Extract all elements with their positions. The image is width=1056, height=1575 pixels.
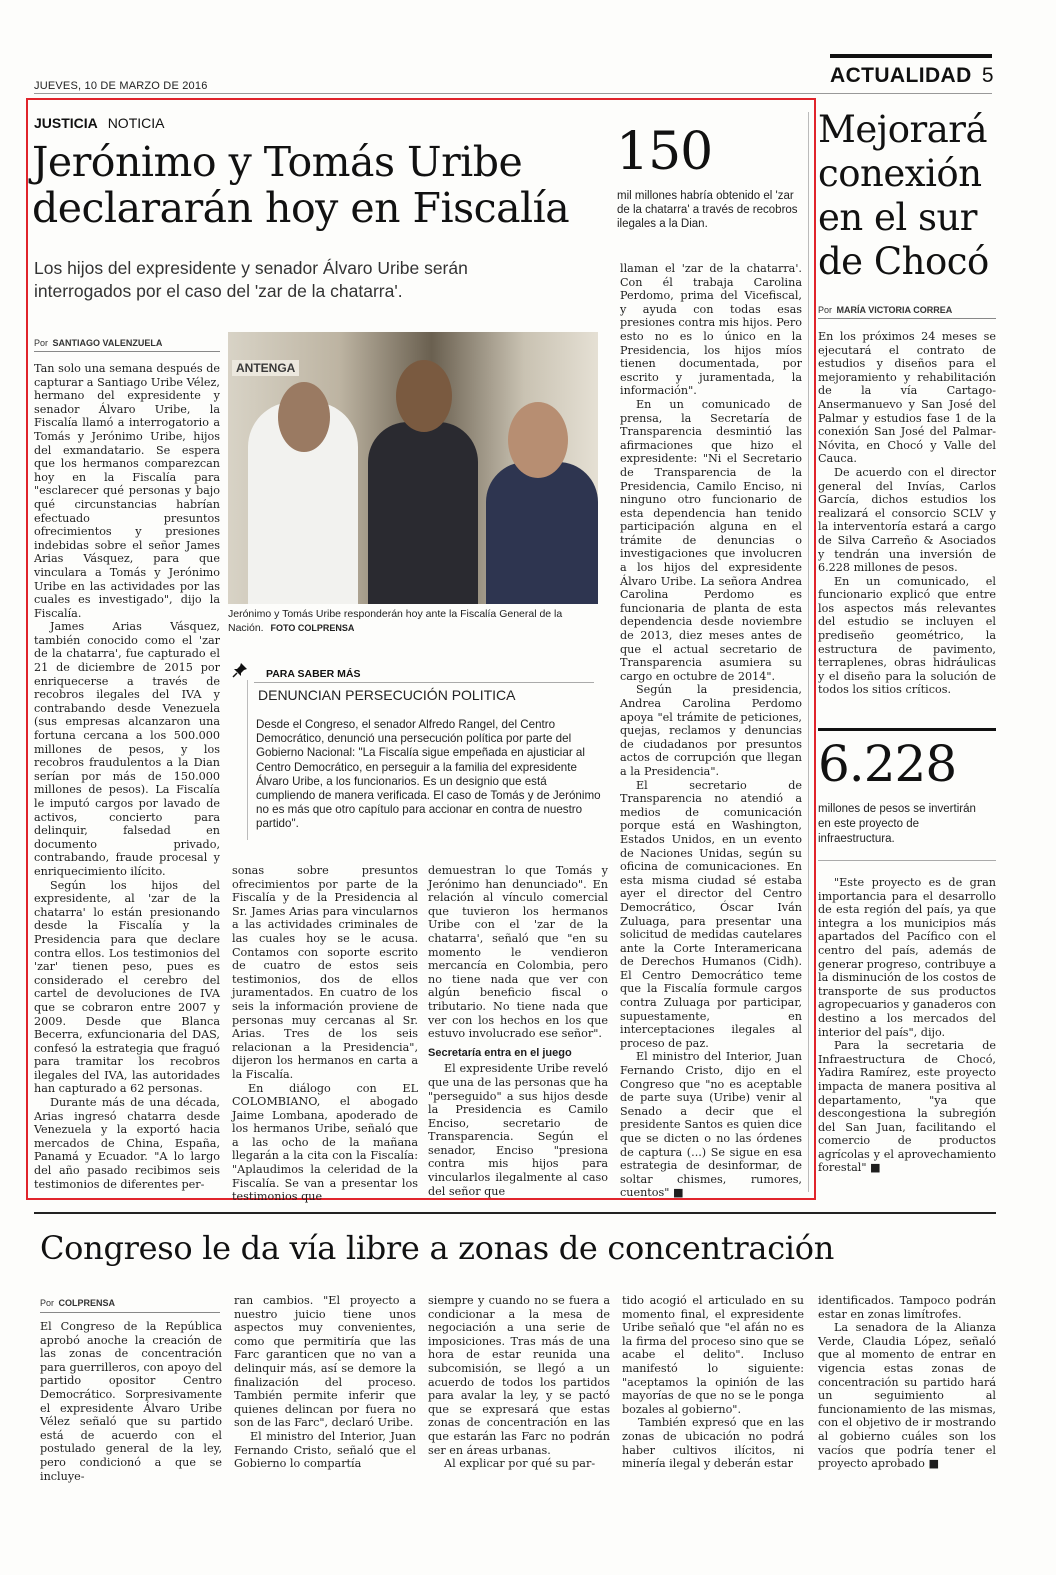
article-byline: [34, 338, 162, 348]
right-headline-line-4: de Chocó: [818, 240, 989, 283]
bottom-col-5: [818, 1294, 996, 1471]
page-date: JUEVES, 10 DE MARZO DE 2016: [34, 80, 208, 92]
bottom-col5-para: identificados. Tampoco podrán estar en zonas limítrofes.: [818, 1294, 996, 1321]
kicker-section: JUSTICIA: [34, 115, 98, 131]
article-photo: [228, 332, 598, 604]
col4-para-2: En un comunicado de prensa, la Secretaría de Transparencia desmintió las afirmaciones que hizo el expresidente: "Ni el Secretario de Transparencia de la Presidencia, Camilo Enciso, ni ninguno otro funcionario de esta dependencia han tenido participación alguna en el trámite de denuncias o investigaciones que involucren a los hijos del expresidente Álvaro Uribe. La señora Andrea Carolina Perdomo es funcionaria de planta de esta dependencia desde noviembre de 2013, diez meses antes de que el actual secretario de Transparencia asumiera su cargo en octubre de 2014".: [620, 397, 802, 683]
bottom-col1-para: El Congreso de la República aprobó anoche la creación de las zonas de concentración para guerrilleros, con apoyo del partido opositor Centro Democrático. Sorpresivamente el expresidente Álvaro Uribe Vélez señaló que su partido está de acuerdo con el postulado general de la ley, pero condicionó a que se incluye-: [40, 1320, 222, 1483]
pin-icon: [232, 662, 248, 678]
stat-caption: mil millones habría obtenido el 'zar de la chatarra' a través de recobros ilegales a la Dian.: [617, 190, 798, 230]
col3-para-2: El expresidente Uribe reveló que una de las personas que ha "perseguido" a sus hijos desde la Presidencia es Camilo Enciso, secretario de Transparencia. Según el senador, Enciso "presiona contra mis hijos para vincularlos ilegalmente al caso del señor que: [428, 1062, 608, 1198]
bottom-headline: Congreso le da vía libre a zonas de concentración: [40, 1229, 835, 1267]
caption-credit: FOTO COLPRENSA: [270, 623, 355, 633]
sidebar-side-rule: [247, 680, 248, 840]
col1-para-1: Tan solo una semana después de capturar a Santiago Uribe Vélez, hermano del expresidente y senador Álvaro Uribe, la Fiscalía llamó a interrogatorio a Tomás y Jerónimo Uribe, hijos del exmandatario. Se espera que los hermanos comparezcan hoy en la Fiscalía para "esclarecer qué personas y bajo qué circunstancias habrían efectuado presuntos ofrecimientos y presiones indebidas sobre el señor James Arias Vásquez, para que vinculara a Tomás y Jerónimo Uribe en las actividades por las cuales es investigado", dijo la Fiscalía.: [34, 362, 220, 620]
bottom-col-4: [622, 1294, 804, 1471]
right-para-1: En los próximos 24 meses se ejecutará el contrato de estudios y diseños para el mejoramiento y rehabilitación de la vía Cartago-Ansermanuevo y San José del Palmar y estudios fase 1 de la conexión San José del Palmar-Nóvita, en Chocó y Valle del Cauca.: [818, 330, 996, 466]
bottom-col5-para-b: La senadora de la Alianza Verde, Claudia López, señaló que al momento de entrar en vigencia estas zonas de concentración su partido hará un seguimiento al funcionamiento de las mismas, con el objetivo de ir mostrando al gobierno cuáles son los vacíos que podría tener el proyecto aprobado ■: [818, 1321, 996, 1471]
col1-para-2: James Arias Vásquez, también conocido como el 'zar de la chatarra', fue capturado el 21 de diciembre de 2015 por enriquecerse a través de recobros ilegales del IVA y contrabando desde Venezuela (sus empresas alcanzaron una fortuna cercana a los 500.000 millones de pesos, y los recobros fraudulentos a la Dian serían por más de 150.000 millones de pesos). La Fiscalía le imputó cargos por lavado de activos, concierto para delinquir, falsedad en documento privado, contrabando, fraude procesal y enriquecimiento ilícito.: [34, 620, 220, 878]
col3-para-1: demuestran lo que Tomás y Jerónimo han denunciado". En relación al vínculo comercial que tuvieron los hermanos Uribe con el 'zar de la chatarra', señaló que "en su momento le vendieron mercancía en Colombia, pero no tiene nada que ver con algún beneficio fiscal o tributario. No tiene nada que ver con los hechos en los que estuvo involucrado ese señor".: [428, 864, 608, 1041]
right-headline-line-3: en el sur: [818, 196, 977, 239]
article-subhead: [34, 257, 594, 303]
bottom-col3-para: siempre y cuando no se fuera a condicionar a la mesa de negociación a una serie de imposiciones. Tras más de una hora de estar reunida una subcomisión, se llegó a un acuerdo de todos los partidos para avalar la ley, y se pactó que se expresará que estas zonas de concentración en las que estarán las Farc no podrán ser en áreas urbanas.: [428, 1294, 610, 1457]
subhead-line-2: interrogados por el caso del 'zar de la chatarra'.: [34, 281, 403, 301]
bottom-col4-para-b: También expresó que en las zonas de ubicación no podrá haber cultivos ilícitos, ni minería ilegal y deberán estar: [622, 1416, 804, 1471]
col2-para-2: En diálogo con EL COLOMBIANO, el abogado Jaime Lombana, apoderado de los hermanos Uribe, señaló que a las ocho de la mañana llegarán a la cita con la Fiscalía: "Aplaudimos la celeridad de la Fiscalía. Se van a presentar los testimonios que: [232, 1081, 418, 1204]
bottom-byline: [40, 1298, 115, 1308]
photo-sign: ANTENGA: [232, 360, 299, 376]
page-number: 5: [981, 64, 994, 87]
bottom-col2-para: ran cambios. "El proyecto a nuestro juicio tiene unos aspectos muy convenientes, como que permitiría que las Farc garanticen que no van a delinquir más, así se demore la finalización del proceso. También permite inferir que quienes delincan por fuera no son de las Farc", declaró Uribe.: [234, 1294, 416, 1430]
bottom-col-2: [234, 1294, 416, 1471]
right-stat-rule: [818, 728, 996, 731]
photo-person-left-head: [278, 382, 330, 452]
right-para-2: De acuerdo con el director general del Invías, Carlos García, dichos estudios los realizará el consorcio SCLV y la interventoría estará a cargo de Silva Carreño & Asociados y tendrán una inversión de 6.228 millones de pesos.: [818, 465, 996, 575]
bottom-col3-para-b: Al explicar por qué su par-: [444, 1457, 596, 1471]
article-headline: [32, 139, 612, 231]
bottom-section-rule: [34, 1212, 996, 1214]
kicker-type: NOTICIA: [107, 115, 165, 131]
right-col-bottom: [818, 876, 996, 1175]
main-col-3: [428, 864, 608, 1198]
bottom-col-1: [40, 1320, 222, 1483]
headline-line-2: declararán hoy en Fiscalía: [32, 184, 570, 232]
byline-prefix: Por: [34, 338, 49, 348]
col1-para-4: Durante más de una década, Arias ingresó chatarra desde Venezuela y la exportó hacia mercados de China, España, Panamá y Ecuador. "A lo largo del año pasado recibimos seis testimonios de diferentes per-: [34, 1096, 220, 1191]
photo-person-center-head: [396, 360, 452, 432]
sidebar-text: Desde el Congreso, el senador Alfredo Rangel, del Centro Democrático, denunció una persecución política por parte del Gobierno Nacional: "La Fiscalía sigue empeñada en ajusticiar al Centro Democrático, en perseguir a la familia del expresidente Álvaro Uribe, a los funcionarios. Es un designio que está cumpliendo de manera verificada. El caso de Tomás y de Jerónimo no es más que otro capítulo para accionar en contra de nuestro partido".: [256, 718, 601, 831]
right-headline-line-1: Mejorará: [818, 108, 988, 151]
right-stat-rule-bottom: [818, 860, 996, 861]
section-name: ACTUALIDAD: [830, 64, 972, 87]
sidebar-label: PARA SABER MÁS: [266, 668, 361, 680]
byline-rule: [34, 351, 220, 352]
right-byline-rule: [818, 318, 996, 319]
bottom-byline-prefix: Por: [40, 1298, 55, 1308]
photo-person-right: [486, 462, 598, 604]
main-col-1: [34, 362, 220, 1191]
right-stat-caption: millones de pesos se invertirán en este proyecto de infraestructura.: [818, 803, 976, 845]
col1-para-3: Según los hijos del expresidente, al 'zar de la chatarra' lo están presionando desde la Fiscalía y la Presidencia para que declare contra ellos. Los testimonios del 'zar' tienen peso, pues es considerado el cerebro del cartel de devoluciones de IVA que se cobraron entre 2007 y 2009. Desde que Blanca Becerra, exfuncionaria del DAS, confesó la estrategia que fraguó para tramitar los recobros ilegales del IVA, las autoridades han capturado a 62 personas.: [34, 878, 220, 1096]
bottom-col2-para-b: El ministro del Interior, Juan Fernando Cristo, señaló que el Gobierno lo compartía: [234, 1429, 416, 1471]
main-col-4: [620, 262, 802, 1200]
article-kicker: [34, 115, 164, 131]
sidebar-title: DENUNCIAN PERSECUCIÓN POLITICA: [258, 687, 516, 703]
subhead-line-1: Los hijos del expresidente y senador Álvaro Uribe serán: [34, 258, 468, 278]
col4-para-3: Según la presidencia, Andrea Carolina Perdomo apoya "el trámite de peticiones, quejas, reclamos y denuncias de ciudadanos por presuntos actos de corrupción que llegan a la Presidencia".: [620, 683, 802, 778]
headline-line-1: Jerónimo y Tomás Uribe: [32, 138, 523, 186]
col3-subhead: Secretaría entra en el juego: [428, 1046, 572, 1059]
stat-number: 150: [616, 122, 713, 182]
bottom-byline-name: COLPRENSA: [58, 1298, 116, 1308]
photo-person-center: [368, 422, 478, 604]
header-rule: [830, 54, 992, 58]
main-col-2: [232, 864, 418, 1204]
section-label: [830, 64, 994, 88]
right-byline-prefix: Por: [818, 305, 833, 315]
photo-person-right-head: [508, 402, 568, 478]
caption-text: Jerónimo y Tomás Uribe responderán hoy ante la Fiscalía General de la Nación.: [228, 608, 563, 634]
bottom-col-3: [428, 1294, 610, 1471]
sidebar-rule: [254, 682, 594, 683]
right-headline-line-2: conexión: [818, 152, 982, 195]
bottom-col4-para: tido acogió el articulado en su momento final, el expresidente Uribe señaló que "el afán no es la firma del proceso sino que se acabe el delito". Incluso manifestó lo siguiente: "aceptamos la opinión de las mayorías de que no se le ponga bozales al gobierno".: [622, 1294, 804, 1416]
right-para-4: "Este proyecto es de gran importancia para el desarrollo de esta región del país, ya que integra a los municipios más apartados del Pacífico con el centro del país, además de generar progreso, contribuye a la disminución de los costos de transporte de sus productos agropecuarios y ganaderos con destino a los mercados del interior del país", dijo.: [818, 876, 996, 1039]
right-headline: [818, 108, 998, 284]
col2-para-1: sonas sobre presuntos ofrecimientos por parte de la Fiscalía y de la Presidencia al Sr. James Arias para vincularnos a las actividades criminales de las cuales hoy se le acusa. Contamos con soporte escrito de cuatro de estos seis testimonios, dos de ellos juramentados. En cuatro de los seis la información proviene de personas muy cercanas al Sr. Arias. Tres de los seis relacionan a la Presidencia", dijeron los hermanos en carta a la Fiscalía.: [232, 864, 418, 1081]
right-stat-number: 6.228: [818, 735, 957, 793]
col4-para-5: El ministro del Interior, Juan Fernando Cristo, dijo en el Congreso que "no es aceptable de parte suya (Uribe) venir al Senado a decir que el presidente Santos es quien dice que se dicten o no las órdenes de captura (...) Se sigue en esa estrategia de desinformar, de soltar chismes, rumores, cuentos" ■: [620, 1050, 802, 1200]
col4-para-4: El secretario de Transparencia no atendió a medios de comunicación porque está en Washington, Estados Unidos, en un evento de Naciones Unidas, según su oficina de comunicaciones. En esta misma ciudad sé estaba ayer el director del Centro Democrático, Óscar Iván Zuluaga, para presentar una solicitud de medidas cautelares ante la Corte Interamericana de Derechos Humanos (Cidh). El Centro Democrático teme que la Fiscalía formule cargos contra Zuluaga por participar, supuestamente, en interceptaciones ilegales al proceso de paz.: [620, 778, 802, 1050]
right-para-3: En un comunicado, el funcionario explicó que entre los aspectos más relevantes del estudio se incluyen el prediseño geométrico, la estructura de pavimento, terraplenes, obras hidráulicas y el diseño para la solución de todos los sitios críticos.: [818, 574, 996, 697]
right-byline-name: MARÍA VICTORIA CORREA: [836, 305, 953, 315]
right-article-rule: [808, 112, 809, 1192]
right-byline: [818, 305, 952, 315]
right-col-top: [818, 330, 996, 697]
bottom-byline-rule: [40, 1312, 220, 1313]
byline-name: SANTIAGO VALENZUELA: [52, 338, 163, 348]
header-underline: [34, 93, 992, 94]
col4-para-1: llaman el 'zar de la chatarra'. Con él trabaja Carolina Perdomo, prima del Vicefiscal, y ayuda con todas esas presiones contra mis hijos. Pero esto no es lo único en la Presidencia, los hijos míos tienen documentada, por escrito y juramentada, la información".: [620, 262, 802, 398]
right-para-5: Para la secretaria de Infraestructura de Chocó, Yadira Ramírez, este proyecto impacta de manera positiva al departamento, "ya que descongestiona la subregión del San Juan, facilitando el comercio de productos agrícolas y el aprovechamiento forestal" ■: [818, 1039, 996, 1175]
photo-caption: [228, 607, 598, 635]
